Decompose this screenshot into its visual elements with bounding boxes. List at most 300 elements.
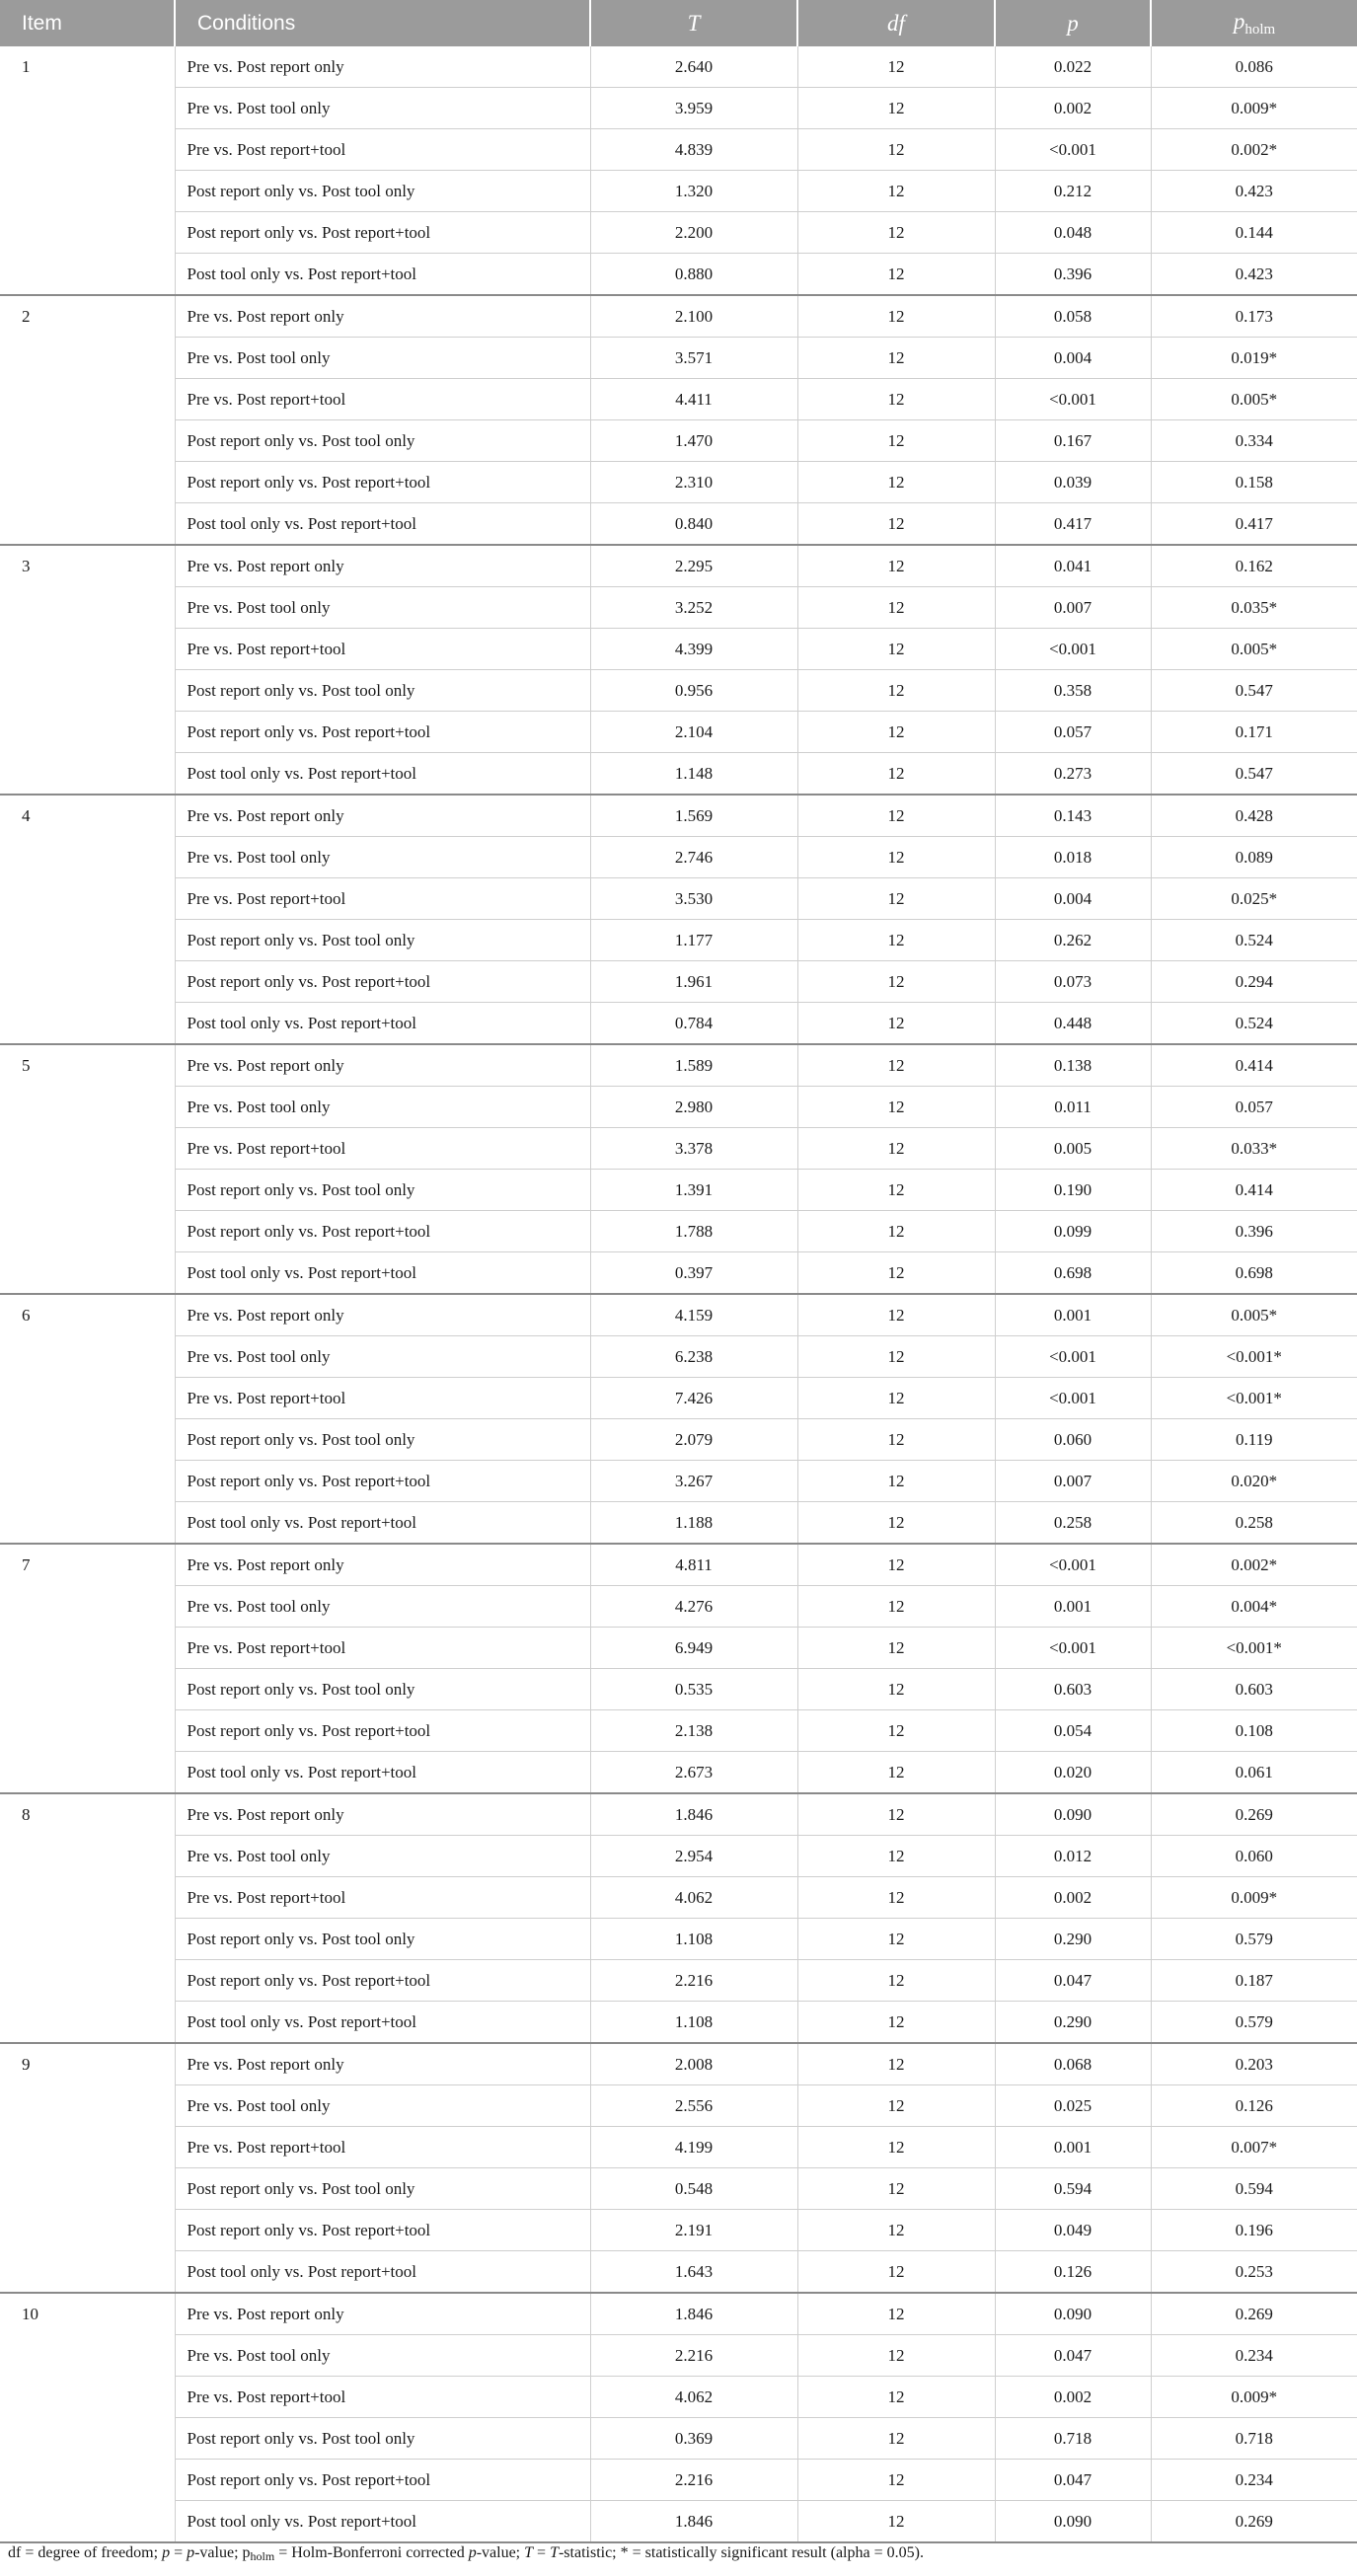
- t-value-cell: 4.276: [590, 1586, 797, 1628]
- item-number: 1: [0, 46, 175, 295]
- table-row: [0, 1336, 1357, 1378]
- condition-cell: Post report only vs. Post report+tool: [175, 2460, 590, 2501]
- t-value-cell: 1.846: [590, 2293, 797, 2335]
- p-holm-value-cell: 0.126: [1151, 2085, 1357, 2127]
- p-holm-value-cell: 0.547: [1151, 670, 1357, 712]
- condition-cell: Post report only vs. Post report+tool: [175, 212, 590, 254]
- t-value-cell: 2.640: [590, 46, 797, 88]
- table-row: [0, 2501, 1357, 2543]
- condition-cell: Pre vs. Post tool only: [175, 1836, 590, 1877]
- condition-cell: Post tool only vs. Post report+tool: [175, 2002, 590, 2044]
- t-value-cell: 4.062: [590, 2377, 797, 2418]
- p-value-cell: 0.273: [995, 753, 1151, 796]
- t-value-cell: 1.177: [590, 920, 797, 961]
- fn-p-def: -value;: [194, 2544, 243, 2561]
- condition-cell: Pre vs. Post report only: [175, 1544, 590, 1586]
- condition-cell: Post report only vs. Post tool only: [175, 920, 590, 961]
- table-row: [0, 545, 1357, 587]
- df-value-cell: 12: [797, 1128, 995, 1170]
- df-value-cell: 12: [797, 2418, 995, 2460]
- fn-pholm-def-sym: p: [468, 2544, 477, 2561]
- p-value-cell: 0.047: [995, 2335, 1151, 2377]
- fn-p-eq: =: [170, 2544, 188, 2561]
- df-value-cell: 12: [797, 129, 995, 171]
- fn-p-def-sym: p: [187, 2544, 195, 2561]
- table-row: [0, 212, 1357, 254]
- table-row: [0, 254, 1357, 296]
- p-holm-value-cell: 0.428: [1151, 795, 1357, 837]
- table-row: [0, 420, 1357, 462]
- t-value-cell: 1.846: [590, 2501, 797, 2543]
- p-holm-value-cell: 0.007*: [1151, 2127, 1357, 2168]
- table-row: [0, 2418, 1357, 2460]
- condition-cell: Pre vs. Post report only: [175, 795, 590, 837]
- table-row: [0, 2210, 1357, 2251]
- fn-df-def: = degree of freedom;: [21, 2544, 163, 2561]
- df-value-cell: 12: [797, 587, 995, 629]
- p-holm-value-cell: 0.234: [1151, 2335, 1357, 2377]
- t-value-cell: 4.199: [590, 2127, 797, 2168]
- fn-pholm-def-tail: -value;: [476, 2544, 525, 2561]
- p-holm-value-cell: 0.414: [1151, 1044, 1357, 1087]
- df-value-cell: 12: [797, 2335, 995, 2377]
- p-holm-value-cell: 0.020*: [1151, 1461, 1357, 1502]
- p-holm-value-cell: 0.009*: [1151, 2377, 1357, 2418]
- t-value-cell: 6.238: [590, 1336, 797, 1378]
- table-row: [0, 503, 1357, 546]
- header-item: Item: [0, 0, 175, 46]
- df-value-cell: 12: [797, 2210, 995, 2251]
- df-value-cell: 12: [797, 670, 995, 712]
- table-row: [0, 2043, 1357, 2085]
- table-row: [0, 1877, 1357, 1919]
- p-holm-value-cell: 0.019*: [1151, 338, 1357, 379]
- p-value-cell: 0.004: [995, 878, 1151, 920]
- t-value-cell: 2.746: [590, 837, 797, 878]
- p-holm-value-cell: 0.269: [1151, 2501, 1357, 2543]
- df-value-cell: 12: [797, 1087, 995, 1128]
- t-value-cell: 2.310: [590, 462, 797, 503]
- table-row: [0, 1128, 1357, 1170]
- p-holm-value-cell: 0.004*: [1151, 1586, 1357, 1628]
- p-holm-value-cell: 0.005*: [1151, 379, 1357, 420]
- t-value-cell: 2.200: [590, 212, 797, 254]
- df-value-cell: 12: [797, 837, 995, 878]
- p-holm-value-cell: 0.158: [1151, 462, 1357, 503]
- table-row: [0, 1211, 1357, 1252]
- p-holm-value-cell: 0.057: [1151, 1087, 1357, 1128]
- p-holm-value-cell: 0.196: [1151, 2210, 1357, 2251]
- p-holm-value-cell: 0.187: [1151, 1960, 1357, 2002]
- header-p-holm-base: p: [1233, 8, 1245, 34]
- df-value-cell: 12: [797, 753, 995, 796]
- condition-cell: Pre vs. Post report+tool: [175, 129, 590, 171]
- t-value-cell: 4.399: [590, 629, 797, 670]
- t-value-cell: 0.840: [590, 503, 797, 546]
- p-holm-value-cell: <0.001*: [1151, 1336, 1357, 1378]
- p-value-cell: 0.022: [995, 46, 1151, 88]
- p-value-cell: 0.073: [995, 961, 1151, 1003]
- p-holm-value-cell: 0.144: [1151, 212, 1357, 254]
- t-value-cell: 3.378: [590, 1128, 797, 1170]
- condition-cell: Post report only vs. Post tool only: [175, 1919, 590, 1960]
- table-row: [0, 1628, 1357, 1669]
- p-value-cell: 0.049: [995, 2210, 1151, 2251]
- table-row: [0, 920, 1357, 961]
- table-row: [0, 1710, 1357, 1752]
- p-value-cell: 0.417: [995, 503, 1151, 546]
- p-value-cell: 0.448: [995, 1003, 1151, 1045]
- p-value-cell: 0.047: [995, 2460, 1151, 2501]
- t-value-cell: 2.954: [590, 1836, 797, 1877]
- header-p: p: [995, 0, 1151, 46]
- p-holm-value-cell: 0.603: [1151, 1669, 1357, 1710]
- condition-cell: Pre vs. Post report only: [175, 295, 590, 338]
- table-row: [0, 2085, 1357, 2127]
- p-value-cell: 0.167: [995, 420, 1151, 462]
- condition-cell: Post tool only vs. Post report+tool: [175, 503, 590, 546]
- fn-pholm-def: = Holm-Bonferroni corrected: [274, 2544, 469, 2561]
- p-value-cell: 0.047: [995, 1960, 1151, 2002]
- condition-cell: Post tool only vs. Post report+tool: [175, 2251, 590, 2294]
- p-value-cell: 0.698: [995, 1252, 1151, 1295]
- table-row: [0, 587, 1357, 629]
- table-row: [0, 795, 1357, 837]
- condition-cell: Post report only vs. Post report+tool: [175, 2210, 590, 2251]
- t-value-cell: 4.839: [590, 129, 797, 171]
- t-value-cell: 2.191: [590, 2210, 797, 2251]
- table-row: [0, 2377, 1357, 2418]
- p-holm-value-cell: 0.414: [1151, 1170, 1357, 1211]
- fn-pholm-sub: holm: [250, 2549, 275, 2563]
- t-value-cell: 1.788: [590, 1211, 797, 1252]
- df-value-cell: 12: [797, 295, 995, 338]
- table-row: [0, 1793, 1357, 1836]
- condition-cell: Pre vs. Post report only: [175, 2293, 590, 2335]
- table-row: [0, 379, 1357, 420]
- condition-cell: Post tool only vs. Post report+tool: [175, 1003, 590, 1045]
- p-holm-value-cell: 0.294: [1151, 961, 1357, 1003]
- df-value-cell: 12: [797, 1628, 995, 1669]
- p-value-cell: 0.594: [995, 2168, 1151, 2210]
- p-holm-value-cell: 0.423: [1151, 171, 1357, 212]
- p-holm-value-cell: 0.171: [1151, 712, 1357, 753]
- t-value-cell: 1.391: [590, 1170, 797, 1211]
- header-df: df: [797, 0, 995, 46]
- table-row: [0, 2251, 1357, 2294]
- p-holm-value-cell: 0.253: [1151, 2251, 1357, 2294]
- p-value-cell: 0.001: [995, 2127, 1151, 2168]
- t-value-cell: 1.108: [590, 2002, 797, 2044]
- table-body: [0, 46, 1357, 2542]
- t-value-cell: 2.216: [590, 2460, 797, 2501]
- t-value-cell: 1.470: [590, 420, 797, 462]
- table-row: [0, 2002, 1357, 2044]
- p-value-cell: 0.138: [995, 1044, 1151, 1087]
- t-value-cell: 3.959: [590, 88, 797, 129]
- p-value-cell: 0.099: [995, 1211, 1151, 1252]
- p-holm-value-cell: 0.524: [1151, 1003, 1357, 1045]
- p-value-cell: 0.126: [995, 2251, 1151, 2294]
- table-row: [0, 1960, 1357, 2002]
- df-value-cell: 12: [797, 1461, 995, 1502]
- t-value-cell: 3.267: [590, 1461, 797, 1502]
- condition-cell: Pre vs. Post report+tool: [175, 878, 590, 920]
- p-holm-value-cell: 0.547: [1151, 753, 1357, 796]
- t-value-cell: 4.411: [590, 379, 797, 420]
- t-value-cell: 0.548: [590, 2168, 797, 2210]
- fn-t-eq: =: [533, 2544, 551, 2561]
- df-value-cell: 12: [797, 212, 995, 254]
- p-holm-value-cell: 0.417: [1151, 503, 1357, 546]
- t-value-cell: 3.571: [590, 338, 797, 379]
- df-value-cell: 12: [797, 88, 995, 129]
- p-holm-value-cell: 0.108: [1151, 1710, 1357, 1752]
- df-value-cell: 12: [797, 503, 995, 546]
- p-value-cell: 0.718: [995, 2418, 1151, 2460]
- t-value-cell: 2.100: [590, 295, 797, 338]
- p-value-cell: 0.190: [995, 1170, 1151, 1211]
- condition-cell: Pre vs. Post tool only: [175, 837, 590, 878]
- t-value-cell: 2.008: [590, 2043, 797, 2085]
- p-holm-value-cell: 0.334: [1151, 420, 1357, 462]
- p-value-cell: 0.002: [995, 88, 1151, 129]
- condition-cell: Post tool only vs. Post report+tool: [175, 1502, 590, 1545]
- df-value-cell: 12: [797, 1378, 995, 1419]
- p-holm-value-cell: 0.269: [1151, 2293, 1357, 2335]
- p-value-cell: 0.020: [995, 1752, 1151, 1794]
- p-holm-value-cell: 0.086: [1151, 46, 1357, 88]
- table-row: [0, 1170, 1357, 1211]
- df-value-cell: 12: [797, 2377, 995, 2418]
- df-value-cell: 12: [797, 1211, 995, 1252]
- t-value-cell: 2.673: [590, 1752, 797, 1794]
- df-value-cell: 12: [797, 2251, 995, 2294]
- condition-cell: Pre vs. Post report only: [175, 1793, 590, 1836]
- p-holm-value-cell: 0.173: [1151, 295, 1357, 338]
- t-value-cell: 1.846: [590, 1793, 797, 1836]
- table-row: [0, 1461, 1357, 1502]
- fn-df-sym: df: [8, 2544, 22, 2561]
- condition-cell: Post report only vs. Post report+tool: [175, 1710, 590, 1752]
- table-row: [0, 46, 1357, 88]
- t-value-cell: 0.880: [590, 254, 797, 296]
- p-value-cell: 0.290: [995, 1919, 1151, 1960]
- p-holm-value-cell: <0.001*: [1151, 1628, 1357, 1669]
- df-value-cell: 12: [797, 254, 995, 296]
- header-conditions: Conditions: [175, 0, 590, 46]
- condition-cell: Post tool only vs. Post report+tool: [175, 1252, 590, 1295]
- df-value-cell: 12: [797, 920, 995, 961]
- condition-cell: Pre vs. Post tool only: [175, 587, 590, 629]
- t-value-cell: 1.589: [590, 1044, 797, 1087]
- condition-cell: Post report only vs. Post report+tool: [175, 1211, 590, 1252]
- p-holm-value-cell: 0.089: [1151, 837, 1357, 878]
- p-holm-value-cell: 0.234: [1151, 2460, 1357, 2501]
- df-value-cell: 12: [797, 1752, 995, 1794]
- t-value-cell: 2.556: [590, 2085, 797, 2127]
- t-value-cell: 4.811: [590, 1544, 797, 1586]
- condition-cell: Post report only vs. Post tool only: [175, 420, 590, 462]
- p-value-cell: <0.001: [995, 629, 1151, 670]
- table-footnote: [8, 2544, 924, 2564]
- condition-cell: Pre vs. Post report only: [175, 46, 590, 88]
- df-value-cell: 12: [797, 338, 995, 379]
- condition-cell: Post report only vs. Post tool only: [175, 171, 590, 212]
- p-holm-value-cell: 0.002*: [1151, 1544, 1357, 1586]
- df-value-cell: 12: [797, 1170, 995, 1211]
- fn-t-sym: T: [524, 2544, 534, 2561]
- t-value-cell: 0.784: [590, 1003, 797, 1045]
- p-value-cell: 0.068: [995, 2043, 1151, 2085]
- table-row: [0, 2168, 1357, 2210]
- table-row: [0, 1252, 1357, 1295]
- p-holm-value-cell: 0.162: [1151, 545, 1357, 587]
- condition-cell: Pre vs. Post report only: [175, 545, 590, 587]
- condition-cell: Pre vs. Post report only: [175, 2043, 590, 2085]
- p-value-cell: 0.396: [995, 254, 1151, 296]
- condition-cell: Post report only vs. Post report+tool: [175, 1960, 590, 2002]
- item-number: 4: [0, 795, 175, 1044]
- p-value-cell: 0.358: [995, 670, 1151, 712]
- p-holm-value-cell: 0.579: [1151, 2002, 1357, 2044]
- table-row: [0, 88, 1357, 129]
- p-value-cell: 0.025: [995, 2085, 1151, 2127]
- df-value-cell: 12: [797, 1586, 995, 1628]
- p-holm-value-cell: 0.423: [1151, 254, 1357, 296]
- header-t: T: [590, 0, 797, 46]
- t-value-cell: 2.980: [590, 1087, 797, 1128]
- df-value-cell: 12: [797, 1502, 995, 1545]
- item-number: 6: [0, 1294, 175, 1544]
- condition-cell: Post report only vs. Post tool only: [175, 1419, 590, 1461]
- condition-cell: Post report only vs. Post tool only: [175, 1669, 590, 1710]
- p-value-cell: 0.048: [995, 212, 1151, 254]
- table-row: [0, 1003, 1357, 1045]
- p-value-cell: 0.002: [995, 1877, 1151, 1919]
- t-value-cell: 1.961: [590, 961, 797, 1003]
- condition-cell: Pre vs. Post report+tool: [175, 2127, 590, 2168]
- p-value-cell: <0.001: [995, 1544, 1151, 1586]
- p-value-cell: 0.058: [995, 295, 1151, 338]
- fn-t-def: -statistic; * = statistically significant result (alpha = 0.05).: [558, 2544, 924, 2561]
- p-value-cell: 0.007: [995, 1461, 1151, 1502]
- condition-cell: Pre vs. Post report+tool: [175, 1628, 590, 1669]
- table-row: [0, 1919, 1357, 1960]
- condition-cell: Post report only vs. Post tool only: [175, 2418, 590, 2460]
- condition-cell: Post report only vs. Post report+tool: [175, 1461, 590, 1502]
- table-row: [0, 1294, 1357, 1336]
- t-value-cell: 4.159: [590, 1294, 797, 1336]
- condition-cell: Pre vs. Post report+tool: [175, 1877, 590, 1919]
- p-holm-value-cell: 0.002*: [1151, 129, 1357, 171]
- df-value-cell: 12: [797, 1919, 995, 1960]
- table-row: [0, 712, 1357, 753]
- df-value-cell: 12: [797, 1877, 995, 1919]
- condition-cell: Post report only vs. Post report+tool: [175, 712, 590, 753]
- df-value-cell: 12: [797, 2168, 995, 2210]
- condition-cell: Pre vs. Post tool only: [175, 2335, 590, 2377]
- table-row: [0, 961, 1357, 1003]
- table-row: [0, 295, 1357, 338]
- item-number: 3: [0, 545, 175, 795]
- df-value-cell: 12: [797, 1419, 995, 1461]
- t-value-cell: 0.397: [590, 1252, 797, 1295]
- p-value-cell: 0.060: [995, 1419, 1151, 1461]
- df-value-cell: 12: [797, 1544, 995, 1586]
- condition-cell: Post report only vs. Post report+tool: [175, 462, 590, 503]
- condition-cell: Post tool only vs. Post report+tool: [175, 2501, 590, 2543]
- item-number: 8: [0, 1793, 175, 2043]
- table-row: [0, 2460, 1357, 2501]
- df-value-cell: 12: [797, 2293, 995, 2335]
- condition-cell: Pre vs. Post report only: [175, 1044, 590, 1087]
- condition-cell: Post tool only vs. Post report+tool: [175, 753, 590, 796]
- item-number: 2: [0, 295, 175, 545]
- t-value-cell: 1.108: [590, 1919, 797, 1960]
- df-value-cell: 12: [797, 1669, 995, 1710]
- p-holm-value-cell: 0.258: [1151, 1502, 1357, 1545]
- df-value-cell: 12: [797, 420, 995, 462]
- p-holm-value-cell: 0.060: [1151, 1836, 1357, 1877]
- p-value-cell: 0.054: [995, 1710, 1151, 1752]
- p-value-cell: 0.018: [995, 837, 1151, 878]
- condition-cell: Post tool only vs. Post report+tool: [175, 254, 590, 296]
- p-value-cell: 0.012: [995, 1836, 1151, 1877]
- df-value-cell: 12: [797, 2043, 995, 2085]
- p-holm-value-cell: 0.269: [1151, 1793, 1357, 1836]
- condition-cell: Pre vs. Post report+tool: [175, 1378, 590, 1419]
- condition-cell: Post tool only vs. Post report+tool: [175, 1752, 590, 1794]
- p-holm-value-cell: 0.009*: [1151, 1877, 1357, 1919]
- table-row: [0, 1586, 1357, 1628]
- p-holm-value-cell: 0.025*: [1151, 878, 1357, 920]
- p-holm-value-cell: 0.005*: [1151, 1294, 1357, 1336]
- table-row: [0, 1836, 1357, 1877]
- df-value-cell: 12: [797, 2085, 995, 2127]
- p-holm-value-cell: 0.594: [1151, 2168, 1357, 2210]
- p-holm-value-cell: 0.698: [1151, 1252, 1357, 1295]
- header-p-holm: [1151, 0, 1357, 46]
- condition-cell: Pre vs. Post tool only: [175, 1586, 590, 1628]
- df-value-cell: 12: [797, 1793, 995, 1836]
- p-value-cell: <0.001: [995, 129, 1151, 171]
- df-value-cell: 12: [797, 1336, 995, 1378]
- p-holm-value-cell: 0.524: [1151, 920, 1357, 961]
- p-value-cell: 0.090: [995, 2501, 1151, 2543]
- table-row: [0, 2127, 1357, 2168]
- p-value-cell: 0.212: [995, 171, 1151, 212]
- condition-cell: Pre vs. Post report+tool: [175, 629, 590, 670]
- p-value-cell: 0.290: [995, 2002, 1151, 2044]
- t-value-cell: 2.138: [590, 1710, 797, 1752]
- p-value-cell: 0.262: [995, 920, 1151, 961]
- p-value-cell: 0.011: [995, 1087, 1151, 1128]
- table-row: [0, 1419, 1357, 1461]
- table-row: [0, 2335, 1357, 2377]
- table-row: [0, 1752, 1357, 1794]
- fn-t-def-sym: T: [550, 2544, 559, 2561]
- condition-cell: Pre vs. Post report+tool: [175, 1128, 590, 1170]
- df-value-cell: 12: [797, 1960, 995, 2002]
- condition-cell: Post report only vs. Post report+tool: [175, 961, 590, 1003]
- table-row: [0, 462, 1357, 503]
- p-holm-value-cell: 0.061: [1151, 1752, 1357, 1794]
- table-row: [0, 837, 1357, 878]
- df-value-cell: 12: [797, 462, 995, 503]
- df-value-cell: 12: [797, 46, 995, 88]
- p-value-cell: 0.143: [995, 795, 1151, 837]
